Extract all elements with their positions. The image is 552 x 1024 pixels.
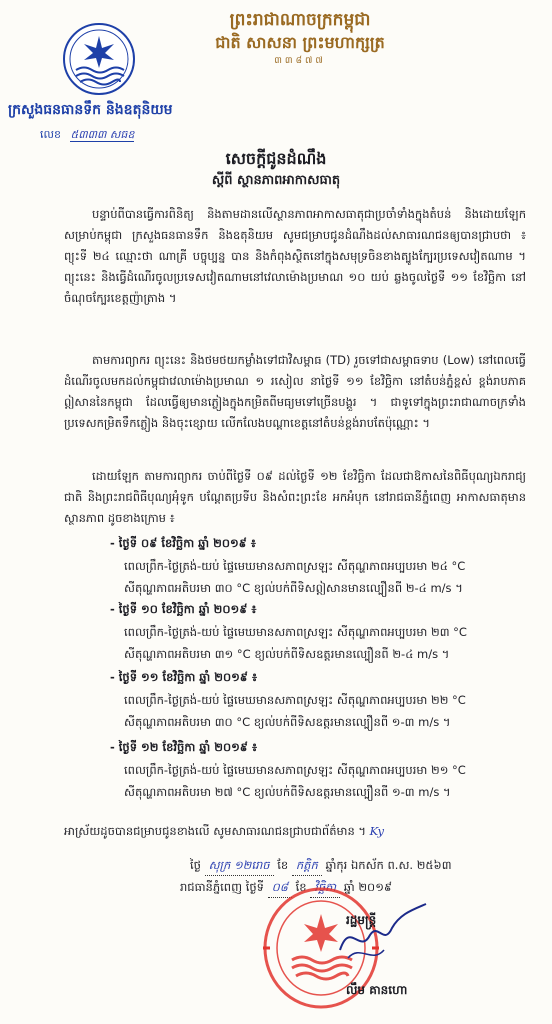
forecast-line: សីតុណ្ហភាពអតិបរមា ៣០ °C ខ្យល់បក់ពីទិសឦសានមានល្បឿនពី ២-៤ m/s ។ — [124, 581, 463, 595]
forecast-line: ពេលព្រឹក-ថ្ងៃត្រង់-យប់ ផ្ទៃមេឃមានសភាពស្រឡះ សីតុណ្ហភាពអប្បបរមា ២២ °C — [124, 693, 466, 707]
kingdom-header — [150, 8, 450, 68]
solar-month: វិច្ឆិកា — [310, 880, 340, 898]
forecast-day-3: - ថ្ងៃទី ១១ ខែវិច្ឆិកា ឆ្នាំ ២០១៩ ៖ — [110, 670, 257, 684]
paragraph-text: បន្ទាប់ពីបានធ្វើការពិនិត្យ និងតាមដានលើស្ថានភាពអាកាសធាតុជាប្រចាំទាំងក្នុងតំបន់ និងដោយឡែកសម្រាប់កម្ពុជា ក្រសួងធនធានទឹក និងឧតុនិយម សូមជម្រាបជូនដំណឹងដល់សាធារណជនឲ្យបានជ្រាបថា ៖ ព្យុះទី ២៤ ឈ្មោះថា ណាគ្រី បច្ចុប្បន្ន បាន និងកំពុងស្ថិតនៅក្នុងសមុទ្រចិនខាងត្បូងក្បែរប្រទេសវៀតណាម ។ ព្យុះនេះ និងធ្វើដំណើរចូលប្រទេសវៀតណាមនៅវេលាម៉ោងប្រមាណ ១០ យប់ ឆ្លងចូលថ្ងៃទី ១១ ខែវិច្ឆិកា នៅចំណុចក្បែរខេត្តញ៉ាត្រាង ។ — [64, 207, 526, 305]
forecast-line: ពេលព្រឹក-ថ្ងៃត្រង់-យប់ ផ្ទៃមេឃមានសភាពស្រឡះ សីតុណ្ហភាពអប្បបរមា ២៣ °C — [124, 625, 467, 639]
solar-date-suffix: ឆ្នាំ ២០១៩ — [343, 880, 393, 894]
paragraph-text: តាមការព្យាករ ព្យុះនេះ និងថមថយកម្លាំងទៅជាវិសម្ពាធ (TD) រួចទៅជាសម្ពាធទាប (Low) នៅពេលធ្វើដំណើរចូលមកដល់កម្ពុជាវេលាម៉ោងប្រមាណ ១ រសៀល នាថ្ងៃទី ១១ ខែវិច្ឆិកា នៅតំបន់ភ្នំខ្ពស់ ខ្ពង់រាបភាគឦសាននៃកម្ពុជា ដែលធ្វើឲ្យមានភ្លៀងក្នុងកម្រិតពីមធ្យមទៅច្រើនបង្គួរ ។ ជាទូទៅក្នុងព្រះរាជាណាចក្រទាំងប្រទេសកម្រិតទឹកភ្លៀង និងចុះខ្សោយ លើកលែងបណ្ដាខេត្តនៅតំបន់ខ្ពង់រាបតែប៉ុណ្ណោះ ។ — [64, 353, 526, 430]
ministry-name: ក្រសួងធនធានទឹក និងឧតុនិយម — [8, 102, 173, 118]
document-title: សេចក្ដីជូនដំណឹង — [225, 149, 327, 168]
document-subtitle: ស្ដីពី ស្ថានភាពអាកាសធាតុ — [211, 173, 341, 188]
forecast-line: សីតុណ្ហភាពអតិបរមា ៣០ °C ខ្យល់បក់ពីទិសឧត្តរមានល្បឿនពី ១-៣ m/s ។ — [124, 715, 451, 729]
lunar-month: កត្ដិក — [292, 858, 322, 876]
forecast-day-4: - ថ្ងៃទី ១២ ខែវិច្ឆិកា ឆ្នាំ ២០១៩ ៖ — [110, 740, 257, 754]
ministry-logo-icon — [62, 22, 136, 96]
closing-initials: Ky — [369, 824, 385, 838]
national-motto: ជាតិ សាសនា ព្រះមហាក្សត្រ — [215, 33, 385, 52]
paragraph-3 — [64, 466, 526, 530]
solar-date-prefix: រាជធានីភ្នំពេញ ថ្ងៃទី — [180, 880, 264, 894]
paragraph-2 — [64, 350, 526, 458]
forecast-line: ពេលព្រឹក-ថ្ងៃត្រង់-យប់ ផ្ទៃមេឃមានសភាពស្រឡះ សីតុណ្ហភាពអប្បបរមា ២៤ °C — [124, 559, 466, 573]
lunar-date-prefix: ថ្ងៃ — [190, 858, 201, 872]
forecast-line: ពេលព្រឹក-ថ្ងៃត្រង់-យប់ ផ្ទៃមេឃមានសភាពស្រឡះ សីតុណ្ហភាពអប្បបរមា ២១ °C — [124, 763, 466, 777]
closing-text: អាស្រ័យដូចបានជម្រាបជូនខាងលើ សូមសាធារណជនជ្រាបជាព័ត៌មាន ។ — [64, 824, 366, 838]
reference-label: លេខ — [40, 128, 61, 141]
closing-sentence — [64, 824, 384, 841]
lunar-date-suffix: ឆ្នាំកុរ ឯកស័ក ព.ស. ២៥៦៣ — [325, 858, 452, 872]
lunar-date-day: សុក្រ ១២រោច — [205, 858, 274, 876]
forecast-day-2: - ថ្ងៃទី ១០ ខែវិច្ឆិកា ឆ្នាំ ២០១៩ ៖ — [110, 602, 257, 616]
solar-date-day: ០៨ — [268, 880, 292, 898]
lunar-date — [190, 858, 452, 876]
forecast-line: សីតុណ្ហភាពអតិបរមា ២៧ °C ខ្យល់បក់ពីទិសឧត្តរមានល្បឿនពី ១-៣ m/s ។ — [124, 785, 451, 799]
kingdom-name: ព្រះរាជាណាចក្រកម្ពុជា — [229, 10, 371, 30]
lunar-month-label: ខែ — [277, 858, 289, 872]
signer-position: រដ្ឋមន្ត្រី — [346, 913, 377, 927]
reference-number — [40, 128, 134, 144]
paragraph-text: ដោយឡែក តាមការព្យាករ ចាប់ពីថ្ងៃទី ០៩ ដល់ថ្ងៃទី ១២ ខែវិច្ឆិកា ដែលជាឱកាសនៃពិធីបុណ្យឯករាជ្យជាតិ និងព្រះរាជពិធីបុណ្យអុំទូក បណ្ដែតប្រទីប និងសំពះព្រះខែ អកអំបុក នៅរាជធានីភ្នំពេញ អាកាសធាតុមានស្ថានភាព ដូចខាងក្រោម ៖ — [64, 469, 526, 525]
forecast-line: សីតុណ្ហភាពអតិបរមា ៣១ °C ខ្យល់បក់ពីទិសឧត្តរមានល្បឿនពី ២-៤ m/s ។ — [124, 647, 450, 661]
reference-value: ៥៣៣៣ សធឧ — [70, 128, 135, 141]
handwritten-signature-icon — [320, 880, 430, 980]
header-ornament: ៣៣៨៧៧ — [274, 56, 326, 66]
paragraph-1 — [64, 204, 526, 316]
signer-name: លឹម គានហោ — [346, 983, 408, 997]
solar-month-label: ខែ — [295, 880, 307, 894]
forecast-day-1: - ថ្ងៃទី ០៩ ខែវិច្ឆិកា ឆ្នាំ ២០១៩ ៖ — [110, 536, 256, 550]
